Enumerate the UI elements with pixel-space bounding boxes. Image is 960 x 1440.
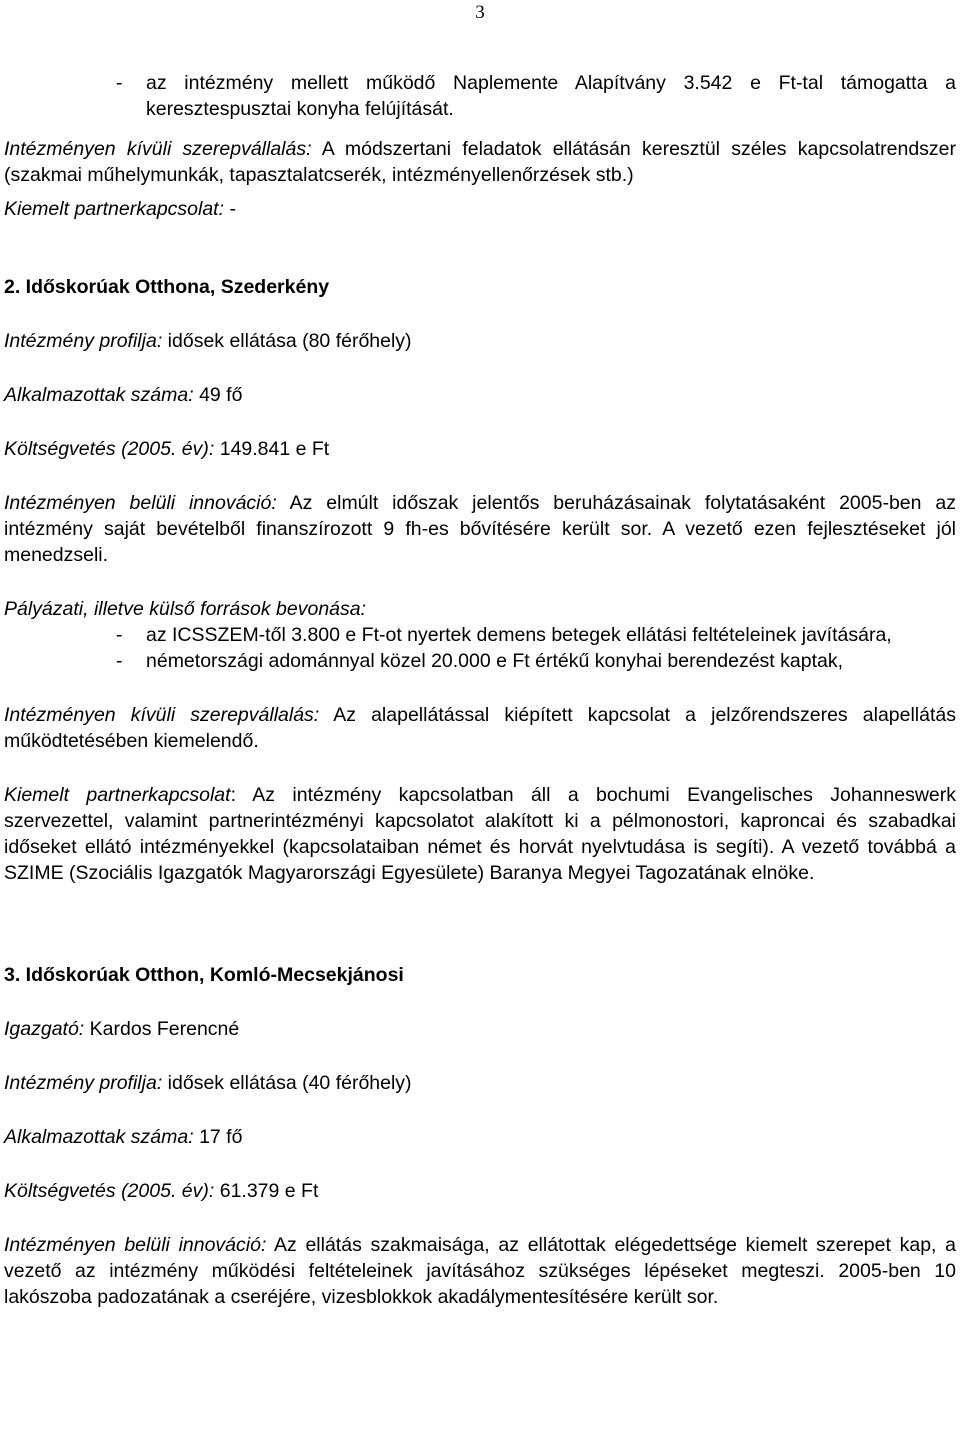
field-value: 149.841 e Ft: [219, 438, 330, 460]
partner-paragraph: [4, 196, 956, 222]
funding-label: Pályázati, illetve külső források bevonása:: [4, 598, 367, 620]
field-label: Alkalmazottak száma:: [4, 1126, 194, 1148]
document-body: [4, 70, 956, 1310]
innovation-paragraph: [4, 490, 956, 568]
field-text: Az elmúlt időszak jelentős beruházásainak folytatásaként 2005-ben az intézmény saját bevételből finanszírozott 9 fh-es bővítésére került sor. A vezető ezen fejlesztéseket jól menedzseli.: [4, 492, 956, 566]
field-label: Intézmény profilja:: [4, 330, 163, 352]
list-dash: -: [116, 624, 123, 646]
profile-line: [4, 1070, 956, 1096]
budget-line: [4, 436, 956, 462]
field-text: Az ellátás szakmaisága, az ellátottak elégedettsége kiemelt szerepet kap, a vezető az intézmény működési feltételeinek javításához szükséges lépéseket megteszi. 2005-ben 10 lakószoba padozatának a cseréjére, vizesblokkok akadálymentesítésére került sor.: [4, 1234, 956, 1308]
field-value: 49 fő: [199, 384, 243, 406]
list-item-text: németországi adománnyal közel 20.000 e Ft értékű konyhai berendezést kaptak,: [146, 650, 844, 672]
field-value: idősek ellátása (80 férőhely): [167, 330, 412, 352]
list-item: [4, 70, 956, 122]
field-text: Az alapellátással kiépített kapcsolat a jelzőrendszeres alapellátás működtetésében kiemelendő.: [4, 704, 956, 752]
field-label: Költségvetés (2005. év):: [4, 438, 215, 460]
section-heading: 2. Időskorúak Otthona, Szederkény: [4, 276, 330, 298]
list-item-text: az ICSSZEM-től 3.800 e Ft-ot nyertek demens betegek ellátási feltételeinek javítására,: [146, 624, 892, 646]
partner-paragraph: [4, 782, 956, 886]
field-label: Költségvetés (2005. év):: [4, 1180, 215, 1202]
innovation-paragraph: [4, 1232, 956, 1310]
field-label: Intézményen belüli innováció:: [4, 492, 277, 514]
staff-line: [4, 382, 956, 408]
field-value: 17 fő: [199, 1126, 243, 1148]
list-item-text: az intézmény mellett működő Naplemente Alapítvány 3.542 e Ft-tal támogatta a keresztespusztai konyha felújítását.: [146, 72, 956, 120]
field-label: Intézményen kívüli szerepvállalás:: [4, 138, 312, 160]
field-label: Intézményen belüli innováció:: [4, 1234, 267, 1256]
field-label: Igazgató:: [4, 1018, 85, 1040]
section-heading: 3. Időskorúak Otthon, Komló-Mecsekjánosi: [4, 964, 404, 986]
field-label: Kiemelt partnerkapcsolat:: [4, 198, 225, 220]
list-item: [4, 648, 956, 674]
field-label: Alkalmazottak száma:: [4, 384, 194, 406]
field-label: Intézményen kívüli szerepvállalás:: [4, 704, 320, 726]
field-value: idősek ellátása (40 férőhely): [167, 1072, 412, 1094]
director-line: [4, 1016, 956, 1042]
field-label: Kiemelt partnerkapcsolat: [4, 784, 231, 806]
staff-line: [4, 1124, 956, 1150]
field-text: -: [229, 198, 236, 220]
page-number: 3: [475, 2, 485, 23]
external-role-paragraph: [4, 136, 956, 188]
external-role-paragraph: [4, 702, 956, 754]
list-dash: -: [116, 650, 123, 672]
budget-line: [4, 1178, 956, 1204]
list-dash: -: [116, 72, 123, 94]
profile-line: [4, 328, 956, 354]
field-value: Kardos Ferencné: [89, 1018, 240, 1040]
field-text: : Az intézmény kapcsolatban áll a bochumi Evangelisches Johanneswerk szervezettel, valamint partnerintézményi kapcsolatot alakított ki a pélmonostori, kaproncai és szabadkai időseket ellátó intézményekkel (kapcsolataiban német és horvát nyelvtudása is segíti). A vezető továbbá a SZIME (Szociális Igazgatók Magyarországi Egyesülete) Baranya Megyei Tagozatának elnöke.: [4, 784, 956, 884]
field-label: Intézmény profilja:: [4, 1072, 163, 1094]
field-value: 61.379 e Ft: [219, 1180, 319, 1202]
field-text: A módszertani feladatok ellátásán keresztül széles kapcsolatrendszer (szakmai műhelymunkák, tapasztalatcserék, intézményellenőrzések stb.): [4, 138, 957, 186]
list-item: [4, 622, 956, 648]
